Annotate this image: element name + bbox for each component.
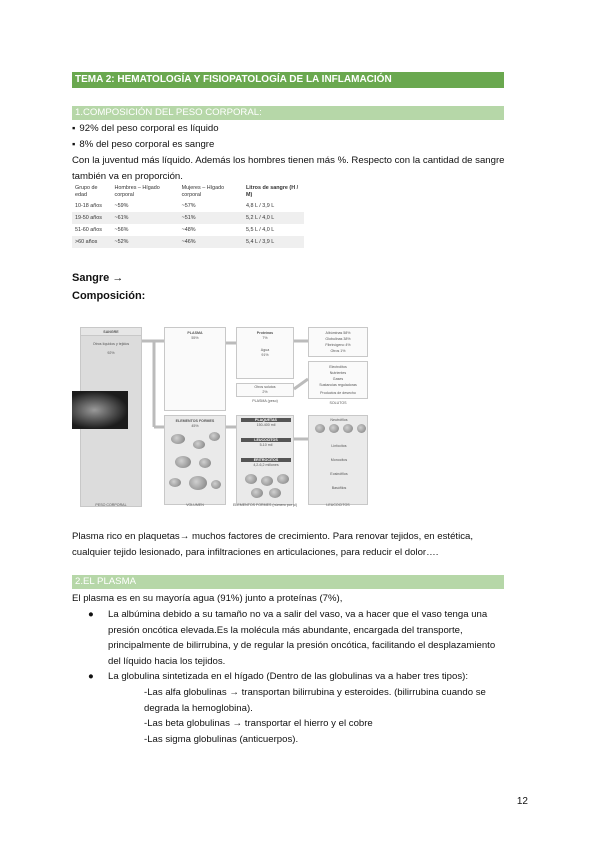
leucocitos-label: LEUCOCITOS bbox=[241, 438, 291, 442]
bullet-dot: ● bbox=[88, 609, 94, 620]
table-cell: ~52% bbox=[112, 236, 179, 248]
plasma-pct: 55% bbox=[191, 336, 199, 340]
bullet-liquido bbox=[72, 121, 532, 137]
albuminas-label: Albúminas 58% bbox=[325, 331, 351, 335]
eritrocitos-label: ERITROCITOS bbox=[241, 458, 291, 462]
agua-label: Agua bbox=[260, 348, 270, 352]
plasma-intro: El plasma es en su mayoría agua (91%) junto a proteínas (7%), bbox=[72, 593, 343, 604]
gases-label: Gases bbox=[332, 377, 344, 381]
blood-composition-diagram bbox=[72, 323, 382, 509]
neutrofilos-label: Neutrófilos bbox=[330, 418, 348, 422]
productos-desecho-label: Productos de desecho bbox=[320, 391, 356, 395]
table-row bbox=[72, 200, 304, 212]
plaquetas-count: 150-400 mil bbox=[256, 423, 276, 427]
eosinofilos-label: Eosinófilos bbox=[330, 472, 348, 476]
otras-label: Otros 1% bbox=[330, 349, 346, 353]
caption-peso: PESO CORPORAL bbox=[95, 503, 127, 507]
table-cell: 51-60 años bbox=[75, 227, 102, 233]
otros-liquidos-label: Otros líquidos y tejidos bbox=[92, 342, 130, 346]
arrow-line bbox=[294, 379, 308, 389]
list-item-albumina bbox=[72, 607, 532, 669]
globulin-alfa: -Las alfa globulinas → transportan bilirrubina y esteroides. (bilirrubina cuando se bbox=[144, 687, 486, 698]
otros-solutos-pct: 2% bbox=[262, 390, 268, 394]
body-water-table bbox=[72, 184, 304, 248]
table-cell: 5,5 L / 4,0 L bbox=[245, 227, 275, 233]
table-header-row bbox=[72, 184, 304, 200]
sangre-label: SANGRE bbox=[103, 330, 119, 334]
caption-solutos: SOLUTOS bbox=[329, 401, 347, 405]
globulin-types bbox=[144, 685, 524, 747]
plasma-label: PLASMA bbox=[187, 331, 203, 335]
paragraph-juventud-1: Con la juventud más líquido. Además los hombres tienen más %. Respecto con la cantidad de sangre bbox=[72, 155, 505, 166]
caption-elementos: ELEMENTOS FORMES (número por μl) bbox=[232, 503, 298, 507]
eritrocitos-count: 4,2-6,2 millones bbox=[253, 463, 279, 467]
section-heading-plasma: 2.EL PLASMA bbox=[72, 575, 504, 589]
table-header: Litros de sangre (H / M) bbox=[245, 185, 299, 198]
nutrientes-label: Nutrientes bbox=[329, 371, 347, 375]
globulinas-label: Globulinas 38% bbox=[325, 337, 351, 341]
fibrinogeno-label: Fibrinógeno 4% bbox=[325, 343, 351, 347]
proteinas-label: Proteínas bbox=[256, 331, 274, 335]
globulin-beta: -Las beta globulinas → transportar el hierro y el cobre bbox=[144, 718, 373, 729]
prp-paragraph-1: Plasma rico en plaquetas→ muchos factores de crecimiento. Para renovar tejidos, en estética, bbox=[72, 531, 474, 542]
plaquetas-label: PLAQUETAS bbox=[241, 418, 291, 422]
table-header: Mujeres – Hígado corporal bbox=[181, 185, 225, 198]
paragraph-juventud-2: también va en proporción. bbox=[72, 171, 183, 182]
bullet-sangre bbox=[72, 137, 532, 153]
section-heading-composicion: 1.COMPOSICIÓN DEL PESO CORPORAL: bbox=[72, 106, 504, 120]
table-cell: >60 años bbox=[72, 236, 112, 248]
table-row bbox=[72, 224, 304, 236]
otros-solutos-label: Otros solutos bbox=[254, 385, 276, 389]
table-cell: ~61% bbox=[112, 212, 179, 224]
list-item-text: La globulina sintetizada en el hígado (Dentro de las globulinas va a haber tres tipos): bbox=[108, 671, 468, 682]
table-cell: ~57% bbox=[181, 203, 196, 209]
list-item-globulina bbox=[72, 669, 532, 685]
sustancias-reguladoras-label: Sustancias reguladoras bbox=[319, 383, 357, 387]
table-row bbox=[72, 212, 304, 224]
globulin-sigma: -Las sigma globulinas (anticuerpos). bbox=[144, 733, 299, 745]
caption-leucocitos: LEUCOCITOS bbox=[326, 503, 350, 507]
list-item-text: presión oncótica elevada.Es la molécula más abundante, encargada del transporte, bbox=[108, 624, 463, 636]
plasma-bullets bbox=[72, 607, 532, 685]
table-cell: 4,8 L / 3,9 L bbox=[245, 203, 275, 209]
leucocitos-count: 5-10 mil bbox=[259, 443, 273, 447]
table-cell: ~56% bbox=[114, 227, 129, 233]
table-cell: ~59% bbox=[114, 203, 129, 209]
elementos-label: ELEMENTOS FORMES bbox=[175, 419, 215, 423]
table-cell: 10-18 años bbox=[75, 203, 102, 209]
caption-volumen: VOLUMEN bbox=[186, 503, 204, 507]
elementos-pct: 45% bbox=[191, 424, 199, 428]
bullet-text: 92% del peso corporal es líquido bbox=[79, 123, 219, 134]
caption-plasma: PLASMA (peso) bbox=[252, 399, 278, 403]
table-cell: 5,2 L / 4,0 L bbox=[243, 212, 304, 224]
electrolitos-label: Electrolitos bbox=[329, 365, 347, 369]
proteinas-pct: 7% bbox=[262, 336, 268, 340]
table-cell: ~51% bbox=[179, 212, 243, 224]
table-header: Hombres – Hígado corporal bbox=[114, 185, 160, 198]
sangre-heading: Sangre → bbox=[72, 272, 124, 284]
globulin-alfa-cont: degrada la hemoglobina). bbox=[144, 702, 253, 714]
diagram-arrows bbox=[72, 323, 382, 509]
bullet-text: 8% del peso corporal es sangre bbox=[79, 139, 215, 150]
list-item-text: La albúmina debido a su tamaño no va a salir del vaso, va a hacer que el vaso tenga una bbox=[108, 609, 488, 620]
table-cell: 5,4 L / 3,9 L bbox=[243, 236, 304, 248]
chapter-title: TEMA 2: HEMATOLOGÍA Y FISIOPATOLOGÍA DE LA INFLAMACIÓN bbox=[72, 72, 504, 88]
otros-liquidos-pct: 92% bbox=[107, 351, 115, 355]
table-cell: ~46% bbox=[179, 236, 243, 248]
list-item-text: del líquido hacia los tejidos. bbox=[108, 655, 226, 667]
agua-pct: 91% bbox=[261, 353, 269, 357]
linfocitos-label: Linfocitos bbox=[331, 444, 347, 448]
bullet-dot: ● bbox=[88, 671, 94, 682]
table-cell: ~48% bbox=[181, 227, 196, 233]
list-item-text: principalmente de bilirrubina, y de regular la presión oncótica, facilitando el desplazamiento bbox=[108, 640, 496, 651]
page-number: 12 bbox=[516, 796, 528, 807]
table-header: Grupo de edad bbox=[75, 185, 98, 198]
composicion-heading: Composición: bbox=[72, 290, 146, 302]
monocitos-label: Monocitos bbox=[330, 458, 348, 462]
basofilos-label: Basófilos bbox=[331, 486, 347, 490]
table-cell: 19-50 años bbox=[72, 212, 112, 224]
table-row bbox=[72, 236, 304, 248]
prp-paragraph-2: cualquier tejido lesionado, para infiltraciones en articulaciones, para reducir el dolor…. bbox=[72, 547, 439, 558]
